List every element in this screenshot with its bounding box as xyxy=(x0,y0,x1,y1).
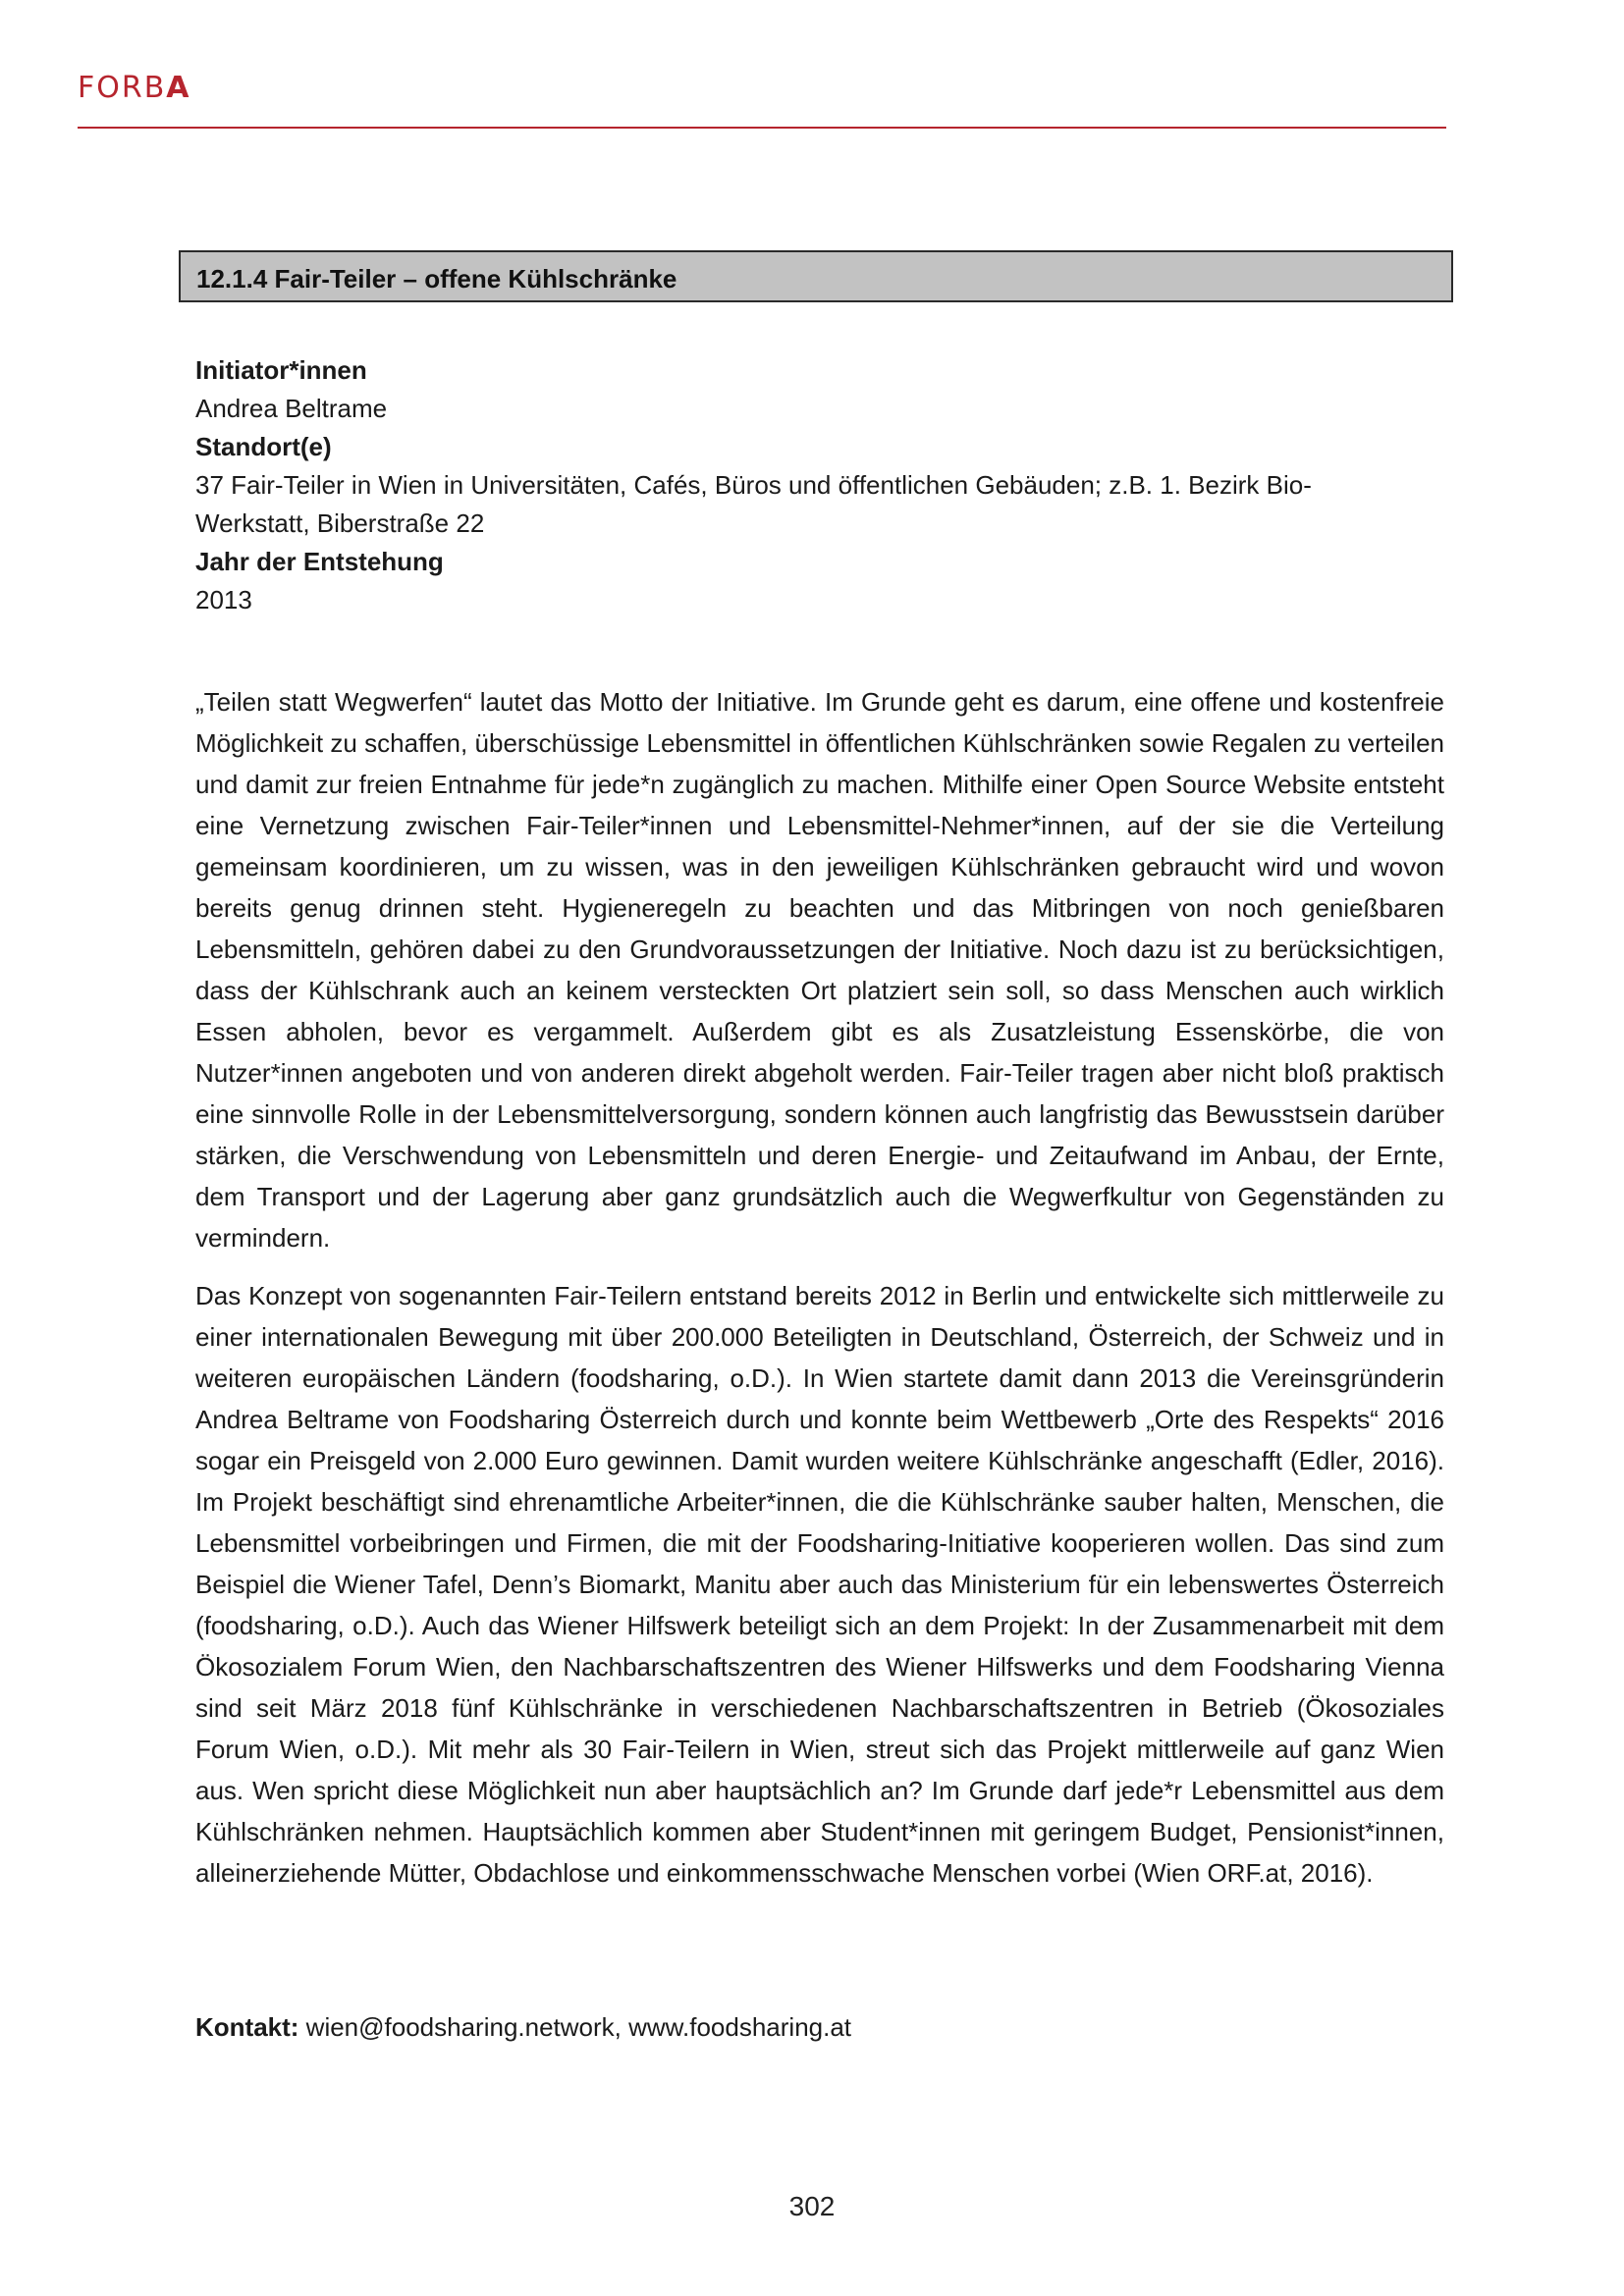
meta-block xyxy=(195,351,1444,619)
location-value-line-2: Werkstatt, Biberstraße 22 xyxy=(195,508,485,538)
contact-label: Kontakt: xyxy=(195,2012,299,2042)
body-text xyxy=(195,681,1444,1910)
location-value-line-1: 37 Fair-Teiler in Wien in Universitäten, Cafés, Büros und öffentlichen Gebäuden; z.B. 1. Bezirk Bio- xyxy=(195,470,1312,500)
section-heading-box xyxy=(179,250,1453,302)
brand-text-bold: A xyxy=(166,71,191,105)
section-title: 12.1.4 Fair-Teiler – offene Kühlschränke xyxy=(196,264,677,294)
paragraph-1: „Teilen statt Wegwerfen“ lautet das Motto der Initiative. Im Grunde geht es darum, eine offene und kostenfreie Möglichkeit zu schaffen, überschüssige Lebensmittel in öffentlichen Kühlschränken sowie Regalen zu verteilen und damit zur freien Entnahme für jede*n zugänglich zu machen. Mithilfe einer Open Source Website entsteht eine Vernetzung zwischen Fair-Teiler*innen und Lebensmittel-Nehmer*innen, auf der sie die Verteilung gemeinsam koordinieren, um zu wissen, was in den jeweiligen Kühlschränken gebraucht wird und wovon bereits genug drinnen steht. Hygieneregeln zu beachten und das Mitbringen von noch genießbaren Lebensmitteln, gehören dabei zu den Grundvoraussetzungen der Initiative. Noch dazu ist zu berücksichtigen, dass der Kühlschrank auch an keinem versteckten Ort platziert sein soll, so dass Menschen auch wirklich Essen abholen, bevor es vergammelt. Außerdem gibt es als Zusatzleistung Essenskörbe, die von Nutzer*innen angeboten und von anderen direkt abgeholt werden. Fair-Teiler tragen aber nicht bloß praktisch eine sinnvolle Rolle in der Lebensmittelversorgung, sondern können auch langfristig das Bewusstsein darüber stärken, die Verschwendung von Lebensmitteln und deren Energie- und Zeitaufwand im Anbau, der Ernte, dem Transport und der Lagerung aber ganz grundsätzlich auch die Wegwerfkultur von Gegenständen zu vermindern. xyxy=(195,687,1444,1253)
initiators-label: Initiator*innen xyxy=(195,355,367,385)
contact-line xyxy=(195,2012,851,2043)
brand-text: FORB xyxy=(78,71,167,105)
brand-logo xyxy=(78,71,191,105)
page-number: 302 xyxy=(788,2191,836,2221)
paragraph-2: Das Konzept von sogenannten Fair-Teilern entstand bereits 2012 in Berlin und entwickelte sich mittlerweile zu einer internationalen Bewegung mit über 200.000 Beteiligten in Deutschland, Österreich, der Schweiz und in weiteren europäischen Ländern (foodsharing, o.D.). In Wien startete damit dann 2013 die Vereinsgründerin Andrea Beltrame von Foodsharing Österreich durch und konnte beim Wettbewerb „Orte des Respekts“ 2016 sogar ein Preisgeld von 2.000 Euro gewinnen. Damit wurden weitere Kühlschränke angeschafft (Edler, 2016). Im Projekt beschäftigt sind ehrenamtliche Arbeiter*innen, die die Kühlschränke sauber halten, Menschen, die Lebensmittel vorbeibringen und Firmen, die mit der Foodsharing-Initiative kooperieren wollen. Das sind zum Beispiel die Wiener Tafel, Denn’s Biomarkt, Manitu aber auch das Ministerium für ein lebenswertes Österreich (foodsharing, o.D.). Auch das Wiener Hilfswerk beteiligt sich an dem Projekt: In der Zusammenarbeit mit dem Ökosozialem Forum Wien, den Nachbarschaftszentren des Wiener Hilfswerks und dem Foodsharing Vienna sind seit März 2018 fünf Kühlschränke in verschiedenen Nachbarschaftszentren in Betrieb (Ökosoziales Forum Wien, o.D.). Mit mehr als 30 Fair-Teilern in Wien, streut sich das Projekt mittlerweile auf ganz Wien aus. Wen spricht diese Möglichkeit nun aber hauptsächlich an? Im Grunde darf jede*r Lebensmittel aus dem Kühlschränken nehmen. Hauptsächlich kommen aber Student*innen mit geringem Budget, Pensionist*innen, alleinerziehende Mütter, Obdachlose und einkommensschwache Menschen vorbei (Wien ORF.at, 2016). xyxy=(195,1281,1444,1888)
location-label: Standort(e) xyxy=(195,432,332,461)
year-label: Jahr der Entstehung xyxy=(195,547,444,576)
initiators-value: Andrea Beltrame xyxy=(195,394,388,423)
header-divider xyxy=(78,127,1446,129)
contact-value: wien@foodsharing.network, www.foodsharing.at xyxy=(298,2012,852,2042)
year-value: 2013 xyxy=(195,585,252,614)
